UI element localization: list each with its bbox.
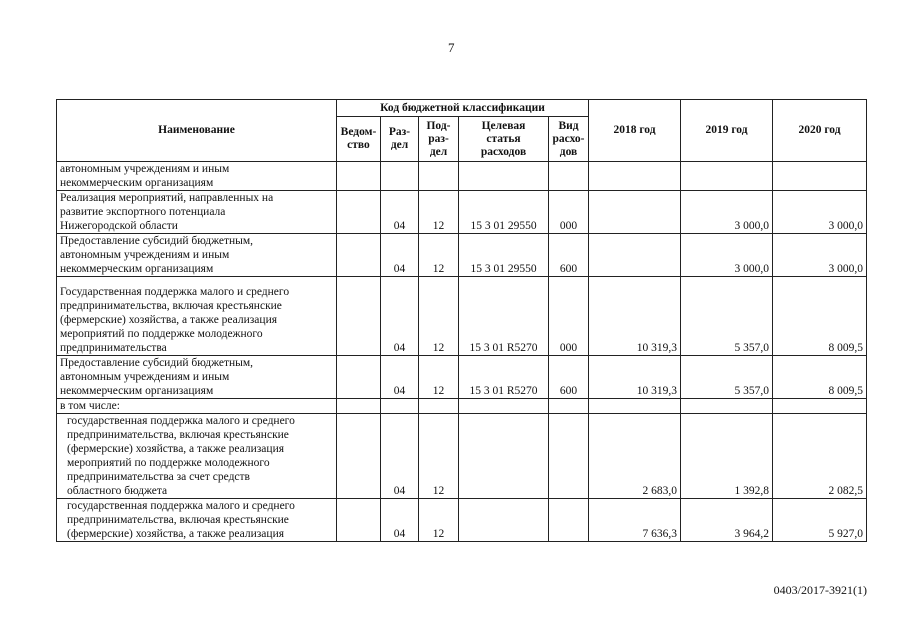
row-name-line: предпринимательства, включая крестьянские <box>67 429 289 441</box>
cell-2018 <box>589 234 681 277</box>
cell-vid-rashodov <box>549 162 589 191</box>
cell-2020: 8 009,5 <box>773 356 867 399</box>
cell-podrazdel: 12 <box>419 277 459 356</box>
cell-2018: 10 319,3 <box>589 356 681 399</box>
header-podrazdel-line: Под- <box>426 119 451 132</box>
cell-2020: 2 082,5 <box>773 414 867 499</box>
cell-celevaya-statya <box>459 414 549 499</box>
row-name <box>57 234 337 277</box>
cell-razdel <box>381 162 419 191</box>
header-podrazdel-line: раз- <box>428 132 449 145</box>
cell-2020: 5 927,0 <box>773 499 867 542</box>
cell-2019: 3 964,2 <box>681 499 773 542</box>
row-name <box>57 162 337 191</box>
cell-2019: 5 357,0 <box>681 277 773 356</box>
row-name <box>57 399 337 414</box>
cell-razdel <box>381 399 419 414</box>
page-number: 7 <box>448 40 455 55</box>
row-name-line: предпринимательства, включая крестьянские <box>67 514 289 526</box>
header-classification-group: Код бюджетной классификации <box>337 100 589 117</box>
header-razdel <box>381 117 419 162</box>
budget-table <box>56 99 867 542</box>
header-2018: 2018 год <box>589 100 681 162</box>
row-name <box>57 277 337 356</box>
cell-vedomstvo <box>337 162 381 191</box>
cell-2019: 3 000,0 <box>681 191 773 234</box>
header-razdel-line: Раз- <box>388 126 411 138</box>
cell-vedomstvo <box>337 414 381 499</box>
cell-celevaya-statya: 15 3 01 R5270 <box>459 356 549 399</box>
cell-2020 <box>773 162 867 191</box>
cell-2018: 2 683,0 <box>589 414 681 499</box>
row-name-line: предпринимательства, включая крестьянские <box>60 300 282 312</box>
row-name-line: Государственная поддержка малого и среднего <box>60 286 290 298</box>
row-name-line: некоммерческим организациям <box>60 177 214 189</box>
row-name-line: в том числе: <box>60 400 120 412</box>
header-celevaya-line: статья <box>486 132 521 145</box>
cell-podrazdel: 12 <box>419 191 459 234</box>
header-vid-rashodov <box>549 117 589 162</box>
header-vedomstvo-line: ство <box>347 139 370 151</box>
row-name-line: (фермерские) хозяйства, а также реализация <box>60 314 278 326</box>
row-name-line: мероприятий по поддержке молодежного <box>60 328 263 340</box>
cell-razdel: 04 <box>381 499 419 542</box>
row-name <box>57 356 337 399</box>
header-podrazdel-line: дел <box>429 145 448 158</box>
row-name-line: Предоставление субсидий бюджетным, <box>60 357 254 369</box>
cell-vid-rashodov <box>549 414 589 499</box>
cell-vid-rashodov: 000 <box>549 277 589 356</box>
cell-razdel: 04 <box>381 356 419 399</box>
cell-2018 <box>589 162 681 191</box>
cell-celevaya-statya: 15 3 01 R5270 <box>459 277 549 356</box>
cell-vid-rashodov: 600 <box>549 356 589 399</box>
cell-vid-rashodov: 000 <box>549 191 589 234</box>
row-name-line: государственная поддержка малого и среднего <box>67 500 295 512</box>
header-2019: 2019 год <box>681 100 773 162</box>
header-razdel-line: дел <box>390 139 409 151</box>
row-name-line: Реализация мероприятий, направленных на <box>60 192 274 204</box>
row-name-line: некоммерческим организациям <box>60 263 214 275</box>
cell-celevaya-statya <box>459 499 549 542</box>
row-name-line: (фермерские) хозяйства, а также реализация <box>67 443 285 455</box>
row-name-line: (фермерские) хозяйства, а также реализация <box>67 528 285 540</box>
cell-podrazdel <box>419 162 459 191</box>
cell-2019: 3 000,0 <box>681 234 773 277</box>
cell-razdel: 04 <box>381 191 419 234</box>
document-code: 0403/2017-3921(1) <box>773 583 867 597</box>
header-celevaya-line: расходов <box>480 145 527 158</box>
row-name-line: предпринимательства за счет средств <box>67 471 250 483</box>
cell-vedomstvo <box>337 356 381 399</box>
table-row <box>57 499 867 542</box>
cell-2020: 8 009,5 <box>773 277 867 356</box>
cell-razdel: 04 <box>381 277 419 356</box>
cell-celevaya-statya <box>459 162 549 191</box>
cell-vid-rashodov <box>549 499 589 542</box>
cell-2018: 7 636,3 <box>589 499 681 542</box>
header-2020: 2020 год <box>773 100 867 162</box>
cell-vedomstvo <box>337 499 381 542</box>
header-podrazdel <box>419 117 459 162</box>
row-name-line: Предоставление субсидий бюджетным, <box>60 235 254 247</box>
cell-vid-rashodov: 600 <box>549 234 589 277</box>
row-name-line: областного бюджета <box>67 485 168 497</box>
cell-2020: 3 000,0 <box>773 234 867 277</box>
row-name-line: мероприятий по поддержке молодежного <box>67 457 270 469</box>
table-row <box>57 162 867 191</box>
header-vid-line: расхо- <box>552 132 585 145</box>
table-row <box>57 356 867 399</box>
cell-podrazdel: 12 <box>419 499 459 542</box>
cell-vedomstvo <box>337 277 381 356</box>
row-name <box>57 499 337 542</box>
cell-razdel: 04 <box>381 414 419 499</box>
header-vid-line: дов <box>559 145 578 158</box>
row-name <box>57 414 337 499</box>
header-celevaya-statya <box>459 117 549 162</box>
cell-celevaya-statya: 15 3 01 29550 <box>459 234 549 277</box>
cell-2020 <box>773 399 867 414</box>
cell-2018 <box>589 191 681 234</box>
row-name <box>57 191 337 234</box>
row-name-line: предпринимательства <box>60 342 167 354</box>
cell-vedomstvo <box>337 399 381 414</box>
cell-2019: 5 357,0 <box>681 356 773 399</box>
table-row <box>57 399 867 414</box>
row-name-line: развитие экспортного потенциала <box>60 206 226 218</box>
row-name-line: автономным учреждениям и иным <box>60 249 230 261</box>
cell-vedomstvo <box>337 191 381 234</box>
table-row <box>57 414 867 499</box>
row-name-line: автономным учреждениям и иным <box>60 371 230 383</box>
cell-podrazdel: 12 <box>419 414 459 499</box>
row-name-line: автономным учреждениям и иным <box>60 163 230 175</box>
header-celevaya-line: Целевая <box>481 119 526 132</box>
cell-podrazdel <box>419 399 459 414</box>
cell-2019 <box>681 162 773 191</box>
table-row <box>57 277 867 356</box>
row-name-line: государственная поддержка малого и среднего <box>67 415 295 427</box>
cell-2019: 1 392,8 <box>681 414 773 499</box>
cell-celevaya-statya <box>459 399 549 414</box>
cell-2019 <box>681 399 773 414</box>
cell-celevaya-statya: 15 3 01 29550 <box>459 191 549 234</box>
cell-podrazdel: 12 <box>419 356 459 399</box>
header-name: Наименование <box>57 100 337 162</box>
table-row <box>57 191 867 234</box>
cell-2018: 10 319,3 <box>589 277 681 356</box>
table-row <box>57 234 867 277</box>
cell-razdel: 04 <box>381 234 419 277</box>
header-vedomstvo-line: Ведом- <box>340 126 377 138</box>
cell-2020: 3 000,0 <box>773 191 867 234</box>
row-name-line: Нижегородской области <box>60 220 178 232</box>
cell-2018 <box>589 399 681 414</box>
cell-vid-rashodov <box>549 399 589 414</box>
table-body <box>57 162 867 542</box>
header-vid-line: Вид <box>558 119 579 132</box>
cell-vedomstvo <box>337 234 381 277</box>
header-vedomstvo <box>337 117 381 162</box>
row-name-line: некоммерческим организациям <box>60 385 214 397</box>
cell-podrazdel: 12 <box>419 234 459 277</box>
